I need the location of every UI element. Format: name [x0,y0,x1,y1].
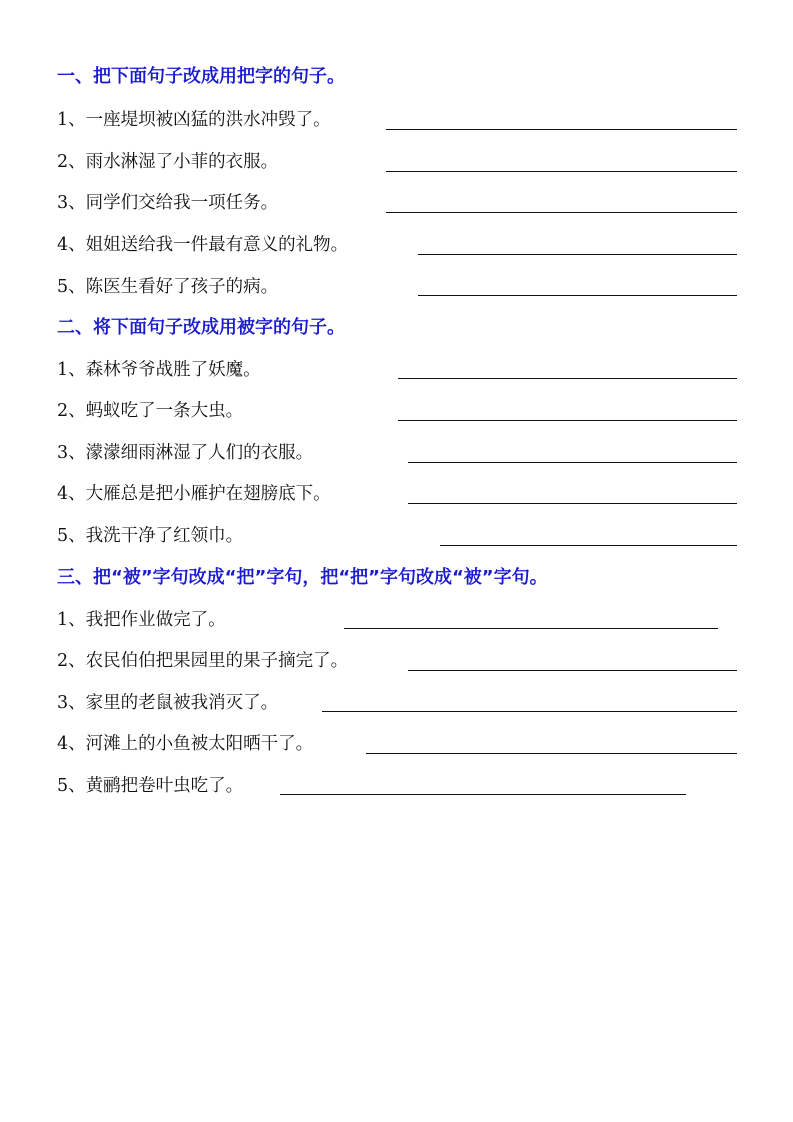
section-3-answer-line-5[interactable] [280,794,686,795]
section-1-answer-line-2[interactable] [386,171,737,172]
section-2-title: 二、将下面句子改成用被字的句子。 [57,317,345,338]
section-1-item-3: 3、同学们交给我一项任务。 [57,193,279,213]
section-3-title: 三、把“被”字句改成“把”字句，把“把”字句改成“被”字句。 [57,567,548,588]
section-2-item-4: 4、大雁总是把小雁护在翅膀底下。 [57,484,331,504]
section-3-item-1: 1、我把作业做完了。 [57,610,226,630]
section-2-answer-line-1[interactable] [398,378,737,379]
section-3-item-5: 5、黄鹂把卷叶虫吃了。 [57,776,244,796]
section-1-answer-line-4[interactable] [418,254,737,255]
section-2-answer-line-4[interactable] [408,503,737,504]
section-1-item-4: 4、姐姐送给我一件最有意义的礼物。 [57,235,349,255]
section-3-answer-line-3[interactable] [322,711,737,712]
section-3-answer-line-1[interactable] [344,628,718,629]
section-2-answer-line-5[interactable] [440,545,737,546]
section-3-answer-line-4[interactable] [366,753,737,754]
section-2-answer-line-2[interactable] [398,420,737,421]
section-3-item-4: 4、河滩上的小鱼被太阳晒干了。 [57,734,314,754]
section-2-item-1: 1、森林爷爷战胜了妖魔。 [57,360,261,380]
section-3-answer-line-2[interactable] [408,670,737,671]
section-1-item-2: 2、雨水淋湿了小菲的衣服。 [57,152,279,172]
section-3-item-2: 2、农民伯伯把果园里的果子摘完了。 [57,651,349,671]
section-2-item-5: 5、我洗干净了红领巾。 [57,526,244,546]
section-1-title: 一、把下面句子改成用把字的句子。 [57,66,345,87]
section-2-item-3: 3、濛濛细雨淋湿了人们的衣服。 [57,443,314,463]
section-1-item-5: 5、陈医生看好了孩子的病。 [57,277,279,297]
section-3-item-3: 3、家里的老鼠被我消灭了。 [57,693,279,713]
section-2-item-2: 2、蚂蚁吃了一条大虫。 [57,401,244,421]
section-1-item-1: 1、一座堤坝被凶猛的洪水冲毁了。 [57,110,331,130]
section-2-answer-line-3[interactable] [408,462,737,463]
section-1-answer-line-1[interactable] [386,129,737,130]
section-1-answer-line-3[interactable] [386,212,737,213]
section-1-answer-line-5[interactable] [418,295,737,296]
